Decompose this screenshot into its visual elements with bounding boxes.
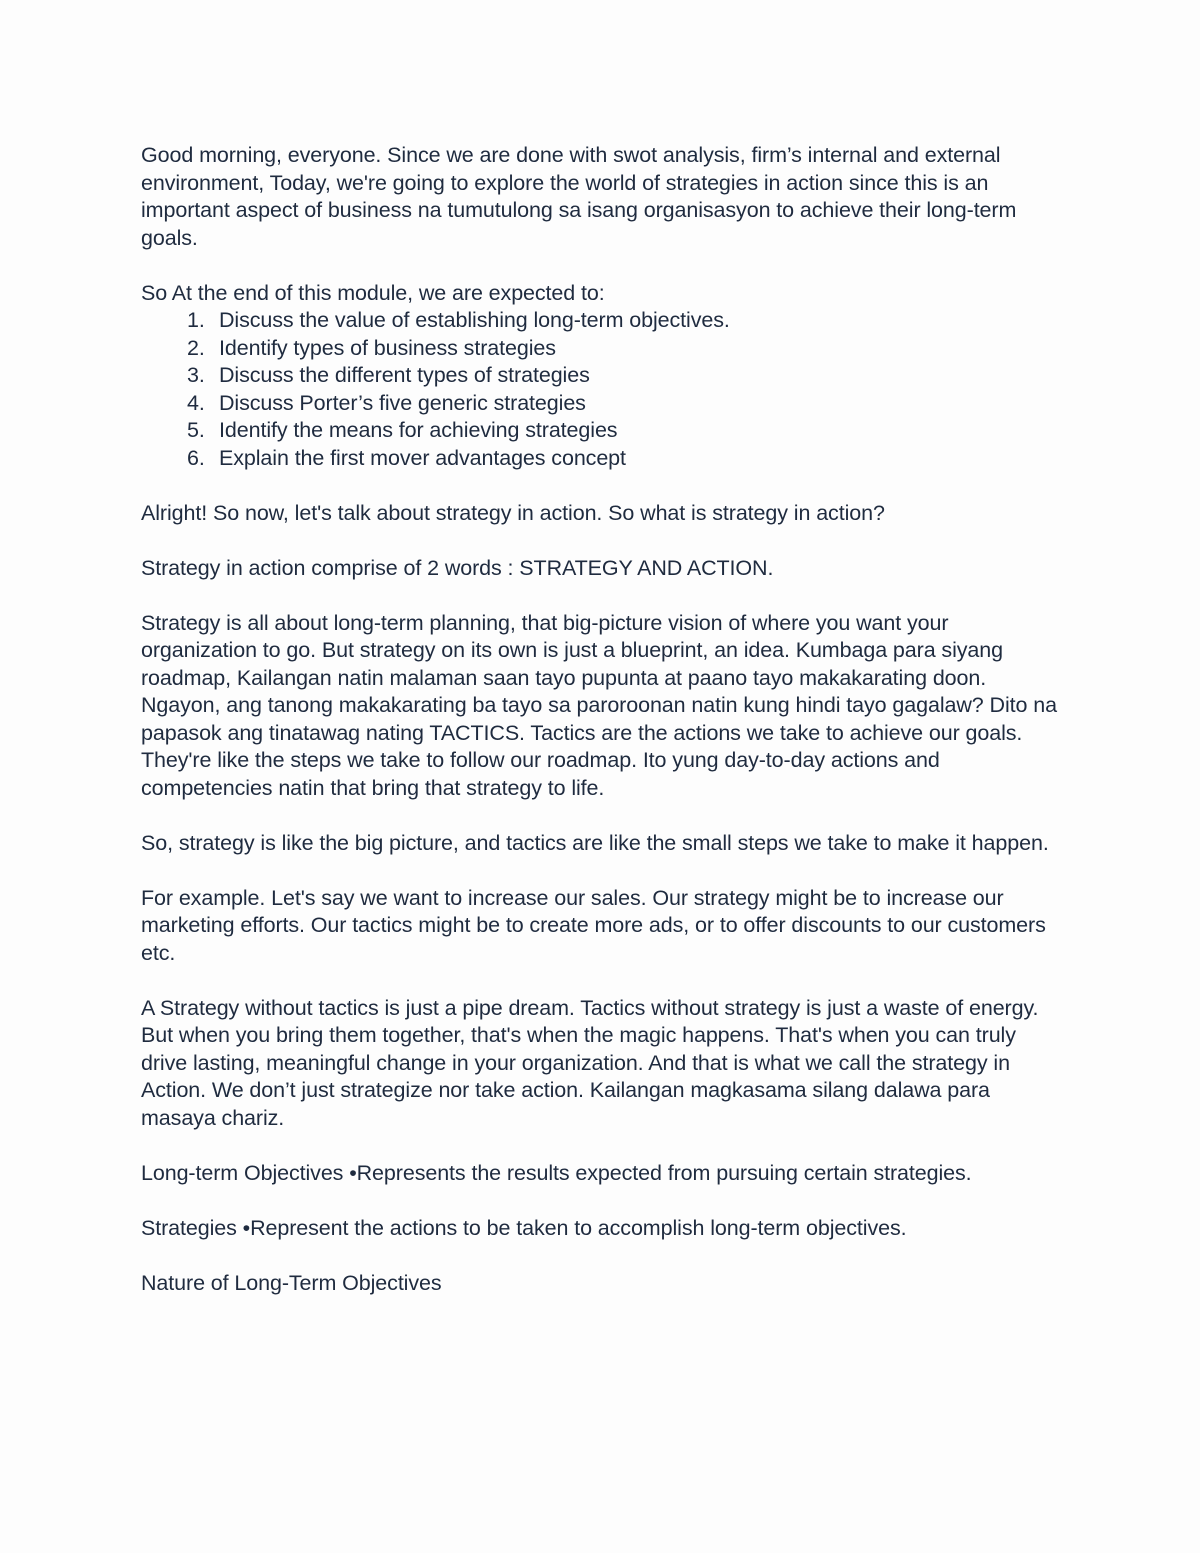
list-item-number: 3. — [187, 363, 205, 387]
list-item-number: 6. — [187, 445, 205, 470]
list-item-number: 2. — [187, 335, 205, 360]
list-item-text: Discuss Porter’s five generic strategies — [219, 390, 586, 415]
list-item — [141, 307, 1061, 335]
list-item — [141, 390, 1061, 418]
list-item — [141, 362, 1061, 390]
example-paragraph: For example. Let's say we want to increase our sales. Our strategy might be to increase our marketing efforts. Our tactics might be to create more ads, or to offer discounts to our customers etc. — [141, 885, 1046, 965]
strategies-definition-paragraph: Strategies •Represent the actions to be taken to accomplish long-term objectives. — [141, 1215, 907, 1240]
list-item-text: Discuss the different types of strategies — [219, 363, 590, 387]
strategy-paragraph: Strategy is all about long-term planning, that big-picture vision of where you want your organization to go. But strategy on its own is just a blueprint, an idea. Kumbaga para siyang roadmap, Kailangan natin malaman saan tayo pupunta at paano tayo makakarating doon. Ngayon, ang tanong makakarating ba tayo sa paroroonan natin kung hindi tayo gagalaw? Dito na papasok ang tinatawag nating TACTICS. Tactics are the actions we take to achieve our goals. They're like the steps we take to follow our roadmap. Ito yung day-to-day actions and competencies natin that bring that strategy to life. — [141, 610, 1057, 800]
list-item — [141, 335, 1061, 363]
list-item-number: 1. — [187, 308, 205, 332]
document-body — [141, 142, 1061, 1325]
list-item-text: Discuss the value of establishing long-term objectives. — [219, 308, 730, 332]
long-term-objectives-paragraph: Long-term Objectives •Represents the results expected from pursuing certain strategies. — [141, 1160, 972, 1185]
list-item — [141, 417, 1061, 445]
big-picture-paragraph: So, strategy is like the big picture, and tactics are like the small steps we take to make it happen. — [141, 830, 1049, 855]
pipe-dream-paragraph: A Strategy without tactics is just a pipe dream. Tactics without strategy is just a waste of energy. But when you bring them together, that's when the magic happens. That's when you can truly drive lasting, meaningful change in your organization. And that is what we call the strategy in Action. We don’t just strategize nor take action. Kailangan magkasama silang dalawa para masaya chariz. — [141, 995, 1039, 1130]
list-item-number: 5. — [187, 418, 205, 442]
objectives-list — [141, 307, 1061, 472]
two-words-paragraph: Strategy in action comprise of 2 words : STRATEGY AND ACTION. — [141, 555, 774, 580]
list-item-number: 4. — [187, 390, 205, 415]
list-item-text: Explain the first mover advantages concept — [219, 445, 626, 470]
nature-heading: Nature of Long-Term Objectives — [141, 1270, 442, 1295]
list-item-text: Identify the means for achieving strategies — [219, 418, 618, 442]
question-paragraph: Alright! So now, let's talk about strategy in action. So what is strategy in action? — [141, 500, 885, 525]
list-item — [141, 445, 1061, 473]
list-item-text: Identify types of business strategies — [219, 335, 556, 360]
intro-paragraph: Good morning, everyone. Since we are done with swot analysis, firm’s internal and external environment, Today, we're going to explore the world of strategies in action since this is an important aspect of business na tumutulong sa isang organisasyon to achieve their long-term goals. — [141, 143, 1017, 250]
objectives-lead: So At the end of this module, we are expected to: — [141, 280, 605, 305]
